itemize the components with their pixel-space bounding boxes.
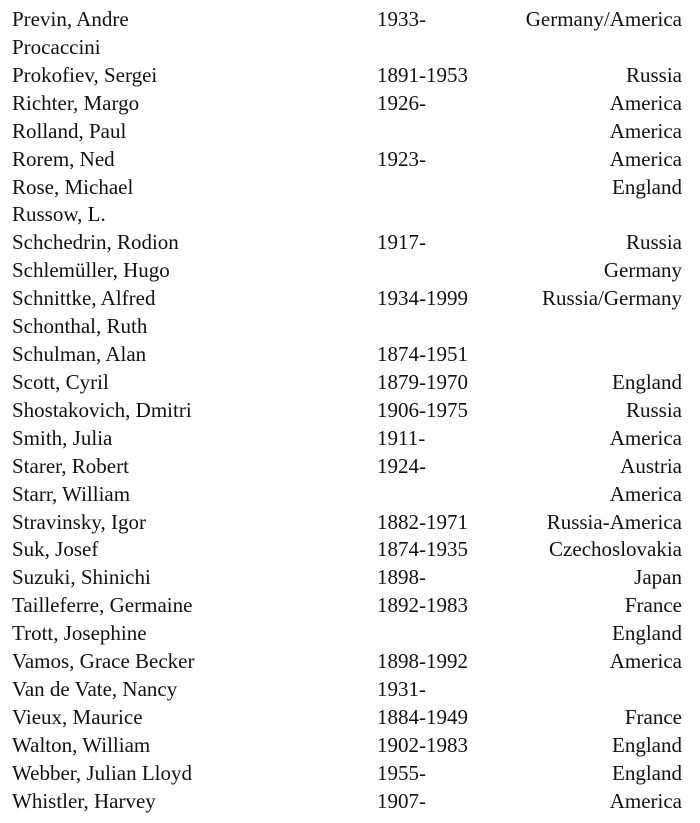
composer-years: 1898-1992 <box>377 649 468 674</box>
composer-country: Austria <box>620 453 682 478</box>
composer-country: Russia <box>625 62 682 87</box>
composer-name: Rolland, Paul <box>12 118 127 143</box>
composer-country: Russia-America <box>546 509 682 534</box>
composer-name: Stravinsky, Igor <box>12 509 146 534</box>
composer-row <box>0 312 700 340</box>
composer-name: Schlemüller, Hugo <box>12 258 170 283</box>
composer-country: America <box>609 118 682 143</box>
composer-country: America <box>609 146 682 171</box>
composer-years: 1923- <box>377 146 426 171</box>
composer-name: Vamos, Grace Becker <box>12 649 195 674</box>
composer-row <box>0 5 700 33</box>
composer-years: 1911- <box>377 425 426 450</box>
composer-name: Starr, William <box>12 481 131 506</box>
composer-row <box>0 145 700 173</box>
composer-country: France <box>624 593 682 618</box>
composer-name: Rose, Michael <box>12 174 134 199</box>
composer-row <box>0 452 700 480</box>
composer-row <box>0 368 700 396</box>
composer-name: Richter, Margo <box>12 90 140 115</box>
composer-name: Rorem, Ned <box>12 146 115 171</box>
composer-row <box>0 396 700 424</box>
composer-row <box>0 591 700 619</box>
composer-name: Procaccini <box>12 34 101 59</box>
composer-years: 1892-1983 <box>377 593 468 618</box>
composer-country: England <box>612 760 682 785</box>
composer-name: Webber, Julian Lloyd <box>12 760 193 785</box>
composer-country: America <box>609 90 682 115</box>
composer-row <box>0 703 700 731</box>
composer-years: 1917- <box>377 230 426 255</box>
composer-years: 1891-1953 <box>377 62 468 87</box>
composer-years: 1955- <box>377 760 426 785</box>
composer-row <box>0 33 700 61</box>
composer-country: America <box>609 481 682 506</box>
composer-row <box>0 480 700 508</box>
composer-years: 1874-1935 <box>377 537 468 562</box>
composer-country: America <box>609 788 682 813</box>
composer-row <box>0 675 700 703</box>
composer-row <box>0 619 700 647</box>
composer-country: Russia/Germany <box>542 286 682 311</box>
composer-name: Whistler, Harvey <box>12 788 156 813</box>
composer-name: Russow, L. <box>12 202 106 227</box>
composer-country: Russia <box>625 397 682 422</box>
composer-country: America <box>609 425 682 450</box>
composer-row <box>0 563 700 591</box>
composer-years: 1902-1983 <box>377 732 468 757</box>
composer-row <box>0 340 700 368</box>
composer-years: 1882-1971 <box>377 509 468 534</box>
composer-country: England <box>612 174 682 199</box>
composer-name: Shostakovich, Dmitri <box>12 397 192 422</box>
composer-years: 1933- <box>377 7 426 31</box>
composer-years: 1879-1970 <box>377 369 468 394</box>
composer-row <box>0 228 700 256</box>
composer-row <box>0 173 700 201</box>
composer-years: 1926- <box>377 90 426 115</box>
composer-row <box>0 424 700 452</box>
composer-name: Tailleferre, Germaine <box>12 593 193 618</box>
composer-name: Schchedrin, Rodion <box>12 230 179 255</box>
composer-years: 1924- <box>377 453 426 478</box>
composer-name: Schulman, Alan <box>12 342 147 367</box>
composer-name: Smith, Julia <box>12 425 113 450</box>
composer-country: England <box>612 369 682 394</box>
composer-country: America <box>609 649 682 674</box>
composer-name: Schnittke, Alfred <box>12 286 156 311</box>
composer-name: Scott, Cyril <box>12 369 109 394</box>
composer-name: Vieux, Maurice <box>12 705 143 729</box>
composer-country: Germany/America <box>525 7 682 31</box>
composer-name: Suzuki, Shinichi <box>12 565 151 590</box>
composer-country: England <box>612 732 682 757</box>
composer-years: 1874-1951 <box>377 342 468 367</box>
composer-row <box>0 759 700 787</box>
composer-years: 1898- <box>377 565 426 590</box>
composer-row <box>0 535 700 563</box>
composer-years: 1907- <box>377 788 426 813</box>
composer-name: Walton, William <box>12 732 151 757</box>
composer-row <box>0 61 700 89</box>
composer-name: Suk, Josef <box>12 537 99 562</box>
composer-name: Starer, Robert <box>12 453 129 478</box>
composer-country: Russia <box>625 230 682 255</box>
composer-country: Czechoslovakia <box>549 537 682 562</box>
composer-years: 1931- <box>377 677 426 702</box>
composer-name: Van de Vate, Nancy <box>12 677 178 702</box>
composer-country: England <box>612 621 682 646</box>
composer-row <box>0 284 700 312</box>
composer-row <box>0 508 700 536</box>
composer-row <box>0 647 700 675</box>
composer-years: 1884-1949 <box>377 705 468 729</box>
composer-row <box>0 731 700 759</box>
composer-name: Trott, Josephine <box>12 621 147 646</box>
composer-row <box>0 256 700 284</box>
composer-country: Japan <box>634 565 682 590</box>
composer-country: Germany <box>603 258 682 283</box>
composer-name: Prokofiev, Sergei <box>12 62 158 87</box>
composer-years: 1934-1999 <box>377 286 468 311</box>
composer-row <box>0 117 700 145</box>
composer-row <box>0 200 700 228</box>
composer-name: Previn, Andre <box>12 7 129 31</box>
composer-row <box>0 787 700 815</box>
composer-row <box>0 89 700 117</box>
composer-name: Schonthal, Ruth <box>12 314 148 339</box>
composer-years: 1906-1975 <box>377 397 468 422</box>
composer-country: France <box>624 705 682 729</box>
